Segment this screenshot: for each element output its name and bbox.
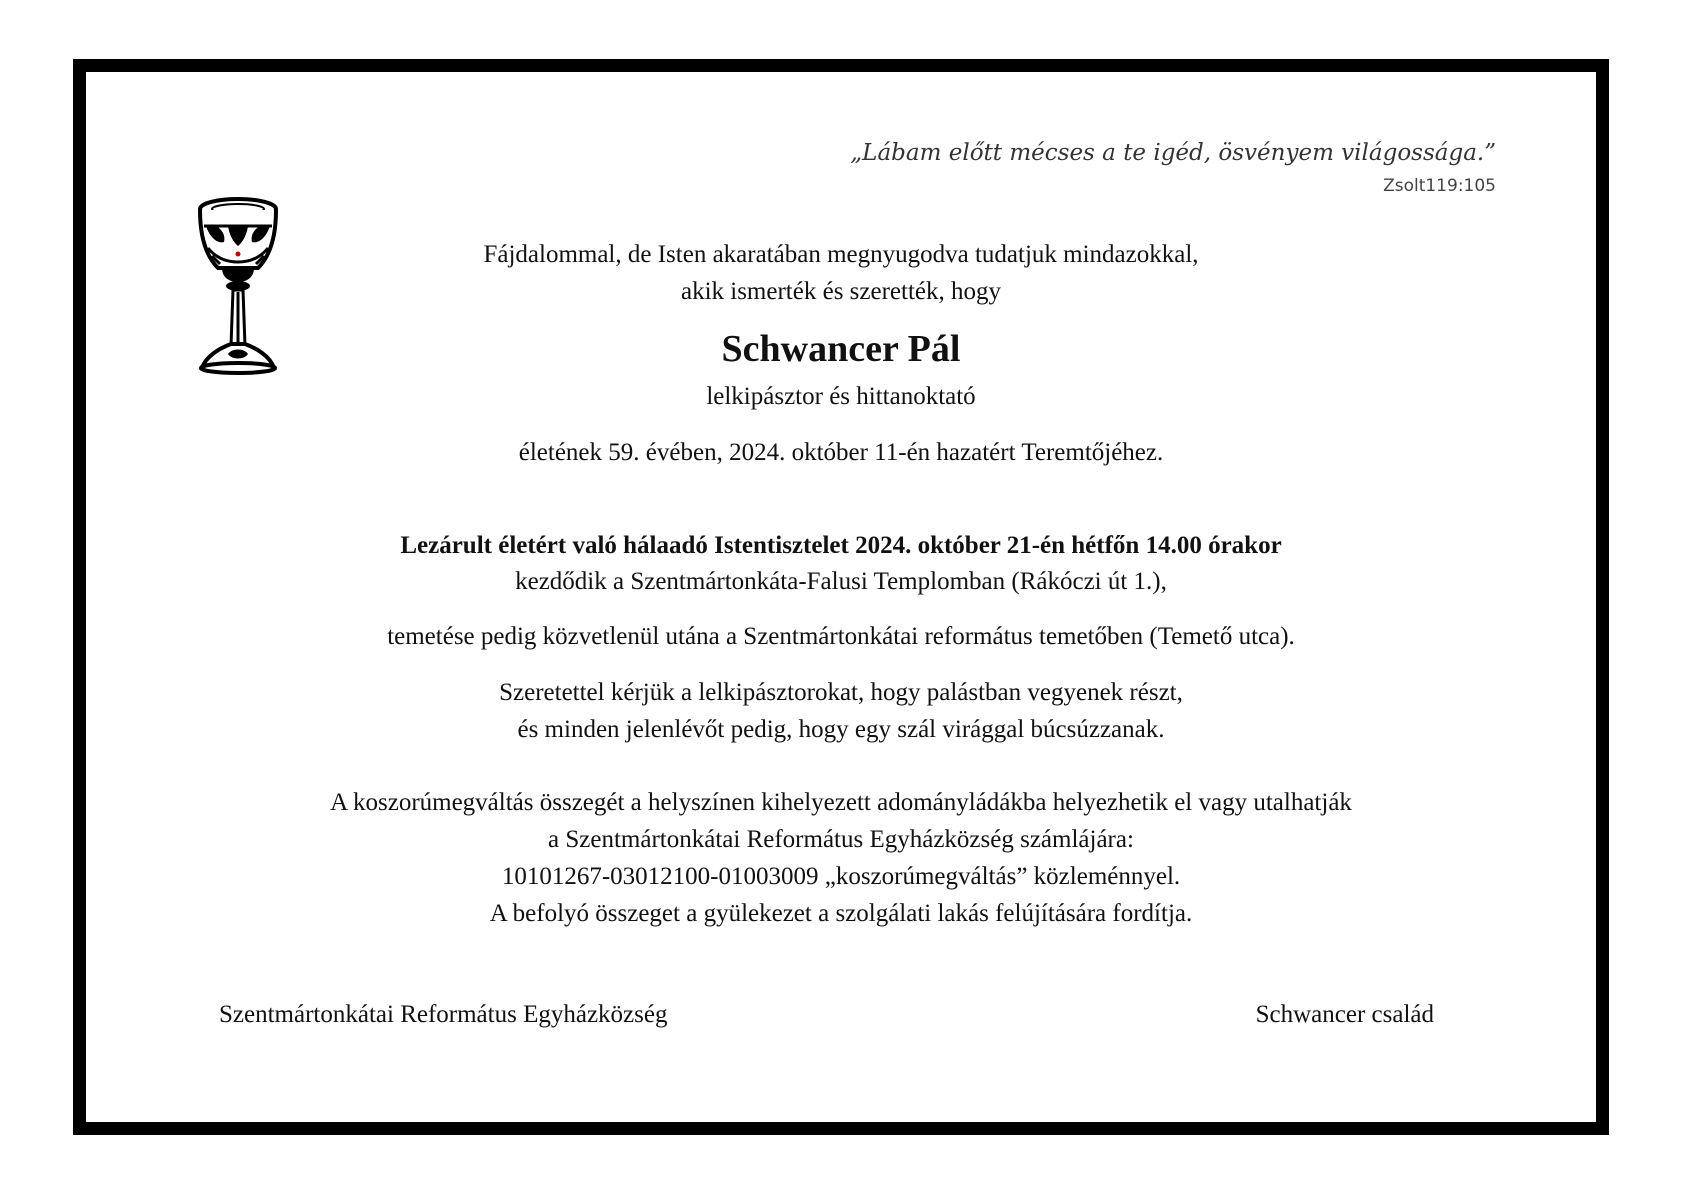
bible-verse-reference: Zsolt119:105 xyxy=(1383,176,1496,196)
donation-line-4: A befolyó összeget a gyülekezet a szolgálati lakás felújítására fordítja. xyxy=(489,900,1193,927)
burial-notice: temetése pedig közvetlenül utána a Szentmártonkátai református temetőben (Temető utca). xyxy=(387,623,1295,650)
mourning-border-frame xyxy=(73,59,1609,1135)
intro-line-2: akik ismerték és szerették, hogy xyxy=(680,278,1002,305)
donation-line-3: 10101267-03012100-01003009 „koszorúmegváltás” közleménnyel. xyxy=(501,863,1181,890)
signature-congregation: Szentmártonkátai Református Egyházközség xyxy=(219,1001,668,1028)
bible-verse-quote: „Lábam előtt mécses a te igéd, ösvényem világossága.” xyxy=(850,140,1496,166)
donation-line-1: A koszorúmegváltás összegét a helyszínen kihelyezett adományládákba helyezhetik el vagy utalhatják xyxy=(330,789,1352,816)
signature-family: Schwancer család xyxy=(1255,1001,1434,1028)
donation-line-2: a Szentmártonkátai Református Egyházközség számlájára: xyxy=(548,826,1134,853)
death-notice: életének 59. évében, 2024. október 11-én hazatért Teremtőjéhez. xyxy=(518,439,1164,466)
request-line-1: Szeretettel kérjük a lelkipásztorokat, hogy palástban vegyenek részt, xyxy=(499,679,1183,706)
deceased-title: lelkipásztor és hittanoktató xyxy=(706,383,976,410)
request-line-2: és minden jelenlévőt pedig, hogy egy szál virággal búcsúzzanak. xyxy=(517,716,1165,743)
deceased-name: Schwancer Pál xyxy=(721,328,961,370)
bible-verse xyxy=(850,138,1496,196)
service-line-2: kezdődik a Szentmártonkáta-Falusi Templomban (Rákóczi út 1.), xyxy=(515,568,1167,595)
intro-line-1: Fájdalommal, de Isten akaratában megnyugodva tudatjuk mindazokkal, xyxy=(483,241,1199,268)
service-line-1: Lezárult életért való hálaadó Istentisztelet 2024. október 21-én hétfőn 14.00 órakor xyxy=(400,532,1282,559)
